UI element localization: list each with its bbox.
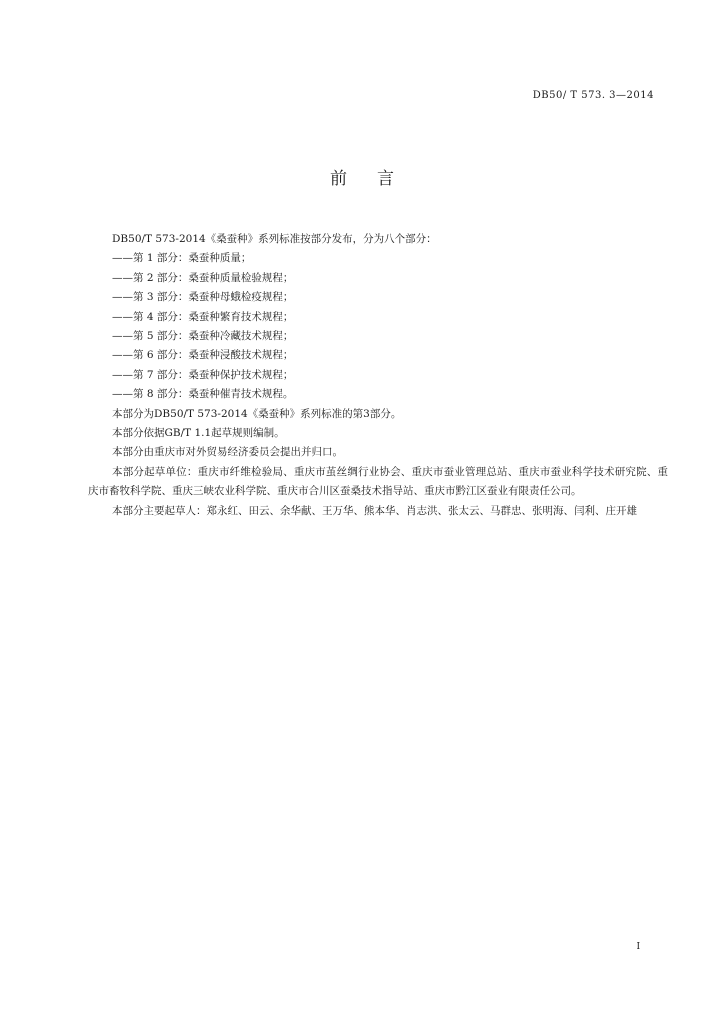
part-list-item-3: ——第 3 部分：桑蚕种母蛾检疫规程； [112,291,294,304]
part-list-item-5: ——第 5 部分：桑蚕种冷藏技术规程； [112,330,294,343]
page-number: I [636,942,640,952]
foreword-body [88,230,668,521]
part-list-item-4: ——第 4 部分：桑蚕种繁育技术规程； [112,310,294,323]
part-list-item-1: ——第 1 部分：桑蚕种质量； [112,252,252,265]
intro-paragraph: DB50/T 573-2014《桑蚕种》系列标准按部分发布，分为八个部分： [112,233,437,245]
drafters-paragraph: 本部分主要起草人：郑永红、田云、余华献、王万华、熊本华、肖志洪、张太云、马群忠、张明海、闫利、庄开雄 [112,504,637,517]
drafting-rules-paragraph: 本部分依据GB/T 1.1起草规则编制。 [112,427,285,440]
part-list-item-6: ——第 6 部分：桑蚕种浸酸技术规程； [112,349,294,362]
proposer-paragraph: 本部分由重庆市对外贸易经济委员会提出并归口。 [112,446,343,459]
part-list-item-7: ——第 7 部分：桑蚕种保护技术规程； [112,368,294,381]
part-list-item-2: ——第 2 部分：桑蚕种质量检验规程； [112,271,294,284]
drafting-units-paragraph: 本部分起草单位：重庆市纤维检验局、重庆市茧丝绸行业协会、重庆市蚕业管理总站、重庆市蚕业科学技术研究院、重庆市畜牧科学院、重庆三峡农业科学院、重庆市合川区蚕桑技术指导站、重庆市黔江区蚕业有限责任公司。 [88,465,668,498]
page-title: 前言 [330,169,424,189]
document-code: DB50/ T 573. 3—2014 [532,90,654,101]
part-list-item-8: ——第 8 部分：桑蚕种催青技术规程。 [112,388,294,401]
part-statement-paragraph: 本部分为DB50/T 573-2014《桑蚕种》系列标准的第3部分。 [112,407,402,420]
